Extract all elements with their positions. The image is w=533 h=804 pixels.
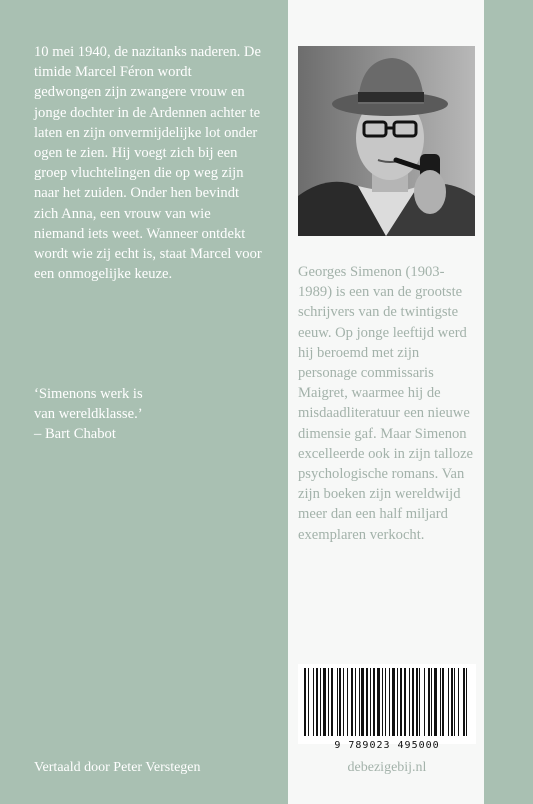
quote xyxy=(34,384,262,445)
barcode-bar xyxy=(448,668,449,736)
barcode-bar xyxy=(308,668,309,736)
barcode-bar xyxy=(377,668,380,736)
barcode-bar xyxy=(343,668,344,736)
barcode-bar xyxy=(392,668,395,736)
barcode-bar xyxy=(331,668,333,736)
barcode-bar xyxy=(442,668,444,736)
barcode-bar xyxy=(440,668,441,736)
barcode-bar xyxy=(454,668,455,736)
barcode-bar xyxy=(451,668,453,736)
barcode-bar xyxy=(339,668,341,736)
barcode-bar xyxy=(409,668,410,736)
isbn-number: 9 789023 495000 xyxy=(334,740,440,751)
barcode-bar xyxy=(412,668,414,736)
barcode-bar xyxy=(385,668,386,736)
quote-line: van wereldklasse.’ xyxy=(34,406,143,423)
barcode-bar xyxy=(328,668,329,736)
barcode-bar xyxy=(373,668,375,736)
barcode-bar xyxy=(400,668,402,736)
barcode-bar xyxy=(351,668,353,736)
barcode-bar xyxy=(313,668,314,736)
barcode-bar xyxy=(337,668,338,736)
barcode-bar xyxy=(323,668,326,736)
barcode-bar xyxy=(431,668,432,736)
barcode-bar xyxy=(347,668,348,736)
blurb xyxy=(34,42,262,284)
barcode-bar xyxy=(463,668,465,736)
barcode-bar xyxy=(316,668,318,736)
author-bio: Georges Simenon (1903-1989) is een van de grootste schrijvers van de twintigste eeuw. Op jonge leeftijd werd hij beroemd met zijn personage commissaris Maigret, waarmee hij de misdaadliteratuur een nieuwe dimensie gaf. Maar Simenon excelleerde ook in zijn talloze psychologische romans. Van zijn boeken zijn wereldwijd meer dan een half miljard exemplaren verkocht. xyxy=(298,264,474,543)
barcode-bar xyxy=(382,668,383,736)
author-photo xyxy=(298,46,475,236)
barcode-bar xyxy=(389,668,390,736)
barcode-bar xyxy=(366,668,368,736)
translator-credit: Vertaald door Peter Verstegen xyxy=(34,760,201,775)
quote-line: ‘Simenons werk is xyxy=(34,386,143,402)
barcode-bar xyxy=(361,668,364,736)
barcode-bar xyxy=(397,668,398,736)
publisher-url: debezigebij.nl xyxy=(347,760,427,775)
barcode-bar xyxy=(370,668,371,736)
barcode-bar xyxy=(304,668,306,736)
blurb-paragraph: 10 mei 1940, de nazitanks naderen. De timide Marcel Féron wordt gedwongen zijn zwangere vrouw en jonge dochter in de Ardennen achter te laten en zijn onvermijdelijke lot onder ogen te zien. Hij voegt zich bij een groep vluchtelingen die op weg zijn naar het zuiden. Onder hen bevindt zich Anna, een vrouw van wie niemand iets weet. Wanneer ontdekt wordt wie zij echt is, staat Marcel voor een onmogelijke keuze. xyxy=(34,44,262,283)
barcode-bar xyxy=(434,668,437,736)
barcode-bar xyxy=(424,668,425,736)
barcode-bar xyxy=(419,668,420,736)
barcode-bar xyxy=(320,668,321,736)
barcode-bar xyxy=(466,668,467,736)
barcode-bar xyxy=(416,668,418,736)
barcode-bar xyxy=(359,668,360,736)
barcode-bar xyxy=(458,668,459,736)
barcode-bar xyxy=(355,668,356,736)
quote-attribution: – Bart Chabot xyxy=(34,426,116,443)
barcode xyxy=(298,664,476,744)
barcode-bar xyxy=(404,668,406,736)
barcode-bar xyxy=(428,668,430,736)
